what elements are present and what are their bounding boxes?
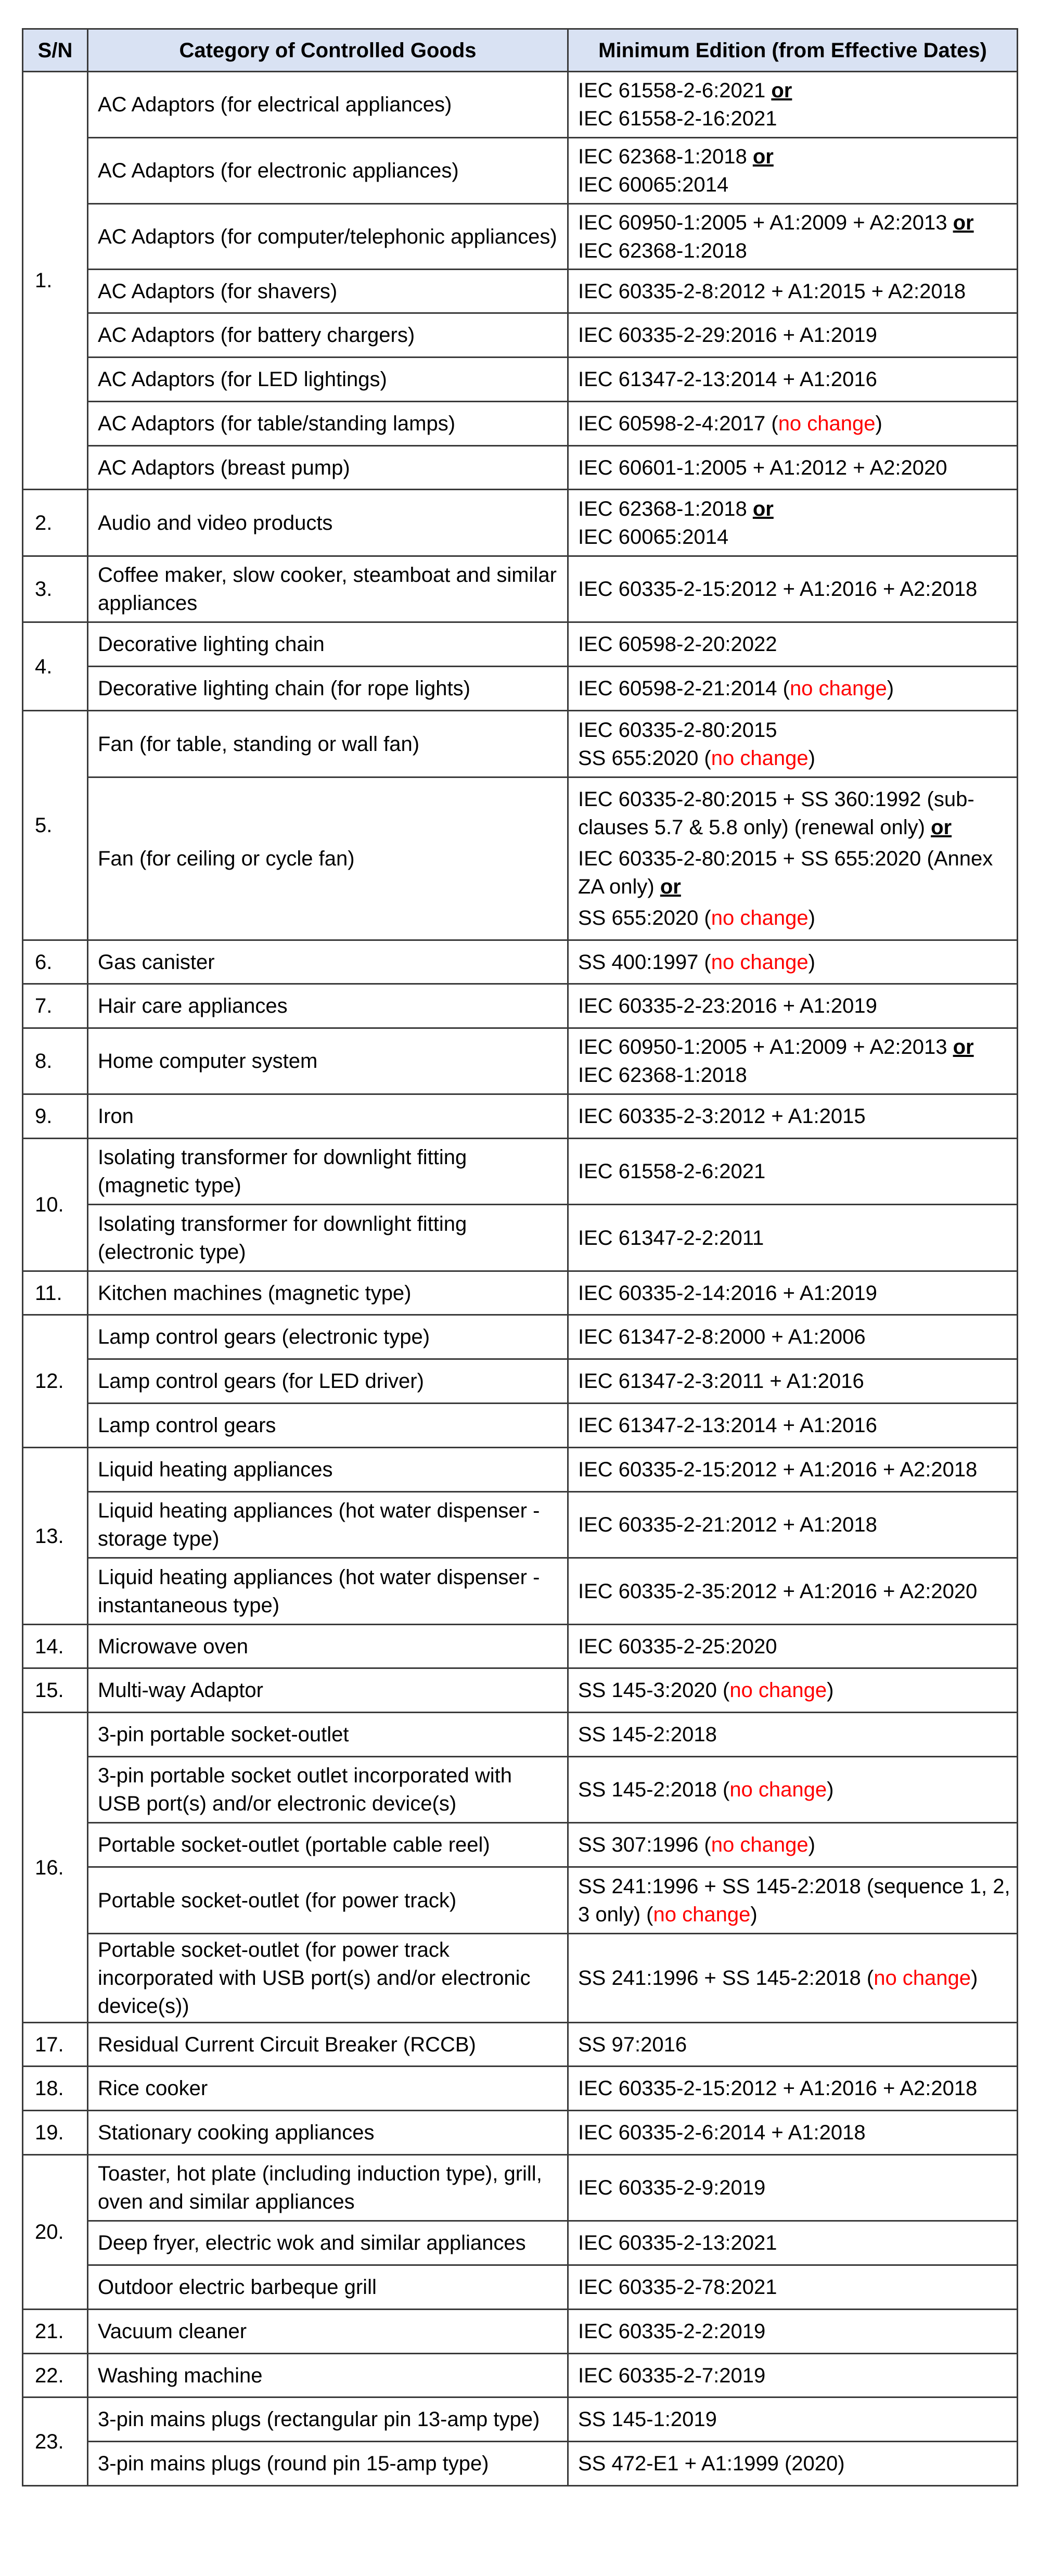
edition-text: SS 241:1996 + SS 145-2:2018 ( [578,1967,874,1990]
sn-cell: 6. [23,940,88,984]
minimum-edition-cell [568,358,1018,402]
edition-text: SS 655:2020 ( [578,746,711,770]
edition-line [578,1157,1011,1185]
document-page [22,28,1017,2486]
minimum-edition-cell [568,1315,1018,1359]
sn-cell: 2. [23,490,88,556]
edition-text: ) [827,1778,834,1801]
edition-text: IEC 62368-1:2018 [578,1064,747,1087]
edition-line [578,630,1011,658]
edition-line [578,674,1011,703]
sn-cell: 10. [23,1139,88,1271]
table-row [23,1448,1018,1492]
controlled-goods-table [22,28,1018,2486]
category-cell: Portable socket-outlet (for power track incorporated with USB port(s) and/or electronic device(s)) [88,1934,568,2023]
category-cell: Liquid heating appliances (hot water dispenser - storage type) [88,1492,568,1558]
no-change-note: no change [711,907,809,929]
edition-line [578,575,1011,603]
table-row [23,667,1018,711]
minimum-edition-cell [568,2111,1018,2155]
category-cell: Outdoor electric barbeque grill [88,2265,568,2310]
category-cell: Residual Current Circuit Breaker (RCCB) [88,2023,568,2067]
edition-text: IEC 62368-1:2018 [578,497,753,520]
edition-line [578,209,1011,237]
table-row [23,940,1018,984]
minimum-edition-cell [568,1625,1018,1668]
category-cell: AC Adaptors (for LED lightings) [88,358,568,402]
or-keyword: or [771,79,792,102]
edition-text: ) [827,1679,834,1702]
edition-text: IEC 60335-2-80:2015 + SS 360:1992 (sub-clauses 5.7 & 5.8 only) (renewal only) [578,788,974,839]
edition-text: IEC 62368-1:2018 [578,145,753,168]
sn-cell: 1. [23,72,88,490]
edition-line [578,1456,1011,1484]
edition-line [578,1033,1011,1061]
table-row [23,1713,1018,1757]
table-row [23,1139,1018,1205]
category-cell: 3-pin mains plugs (round pin 15-amp type) [88,2442,568,2486]
edition-line [578,1872,1011,1929]
edition-line [578,523,1011,551]
minimum-edition-cell [568,1448,1018,1492]
edition-line [578,1367,1011,1395]
no-change-note: no change [729,1778,827,1801]
table-row [23,1205,1018,1271]
category-cell: Gas canister [88,940,568,984]
edition-text: IEC 60335-2-78:2021 [578,2276,777,2299]
sn-cell: 15. [23,1668,88,1713]
edition-text: IEC 60601-1:2005 + A1:2012 + A2:2020 [578,456,947,479]
edition-text: IEC 60335-2-80:2015 + SS 655:2020 (Annex ZA only) [578,847,993,898]
minimum-edition-cell [568,1668,1018,1713]
no-change-note: no change [711,746,809,770]
table-row [23,446,1018,490]
minimum-edition-cell [568,1404,1018,1448]
edition-text: SS 145-1:2019 [578,2408,717,2431]
sn-cell: 19. [23,2111,88,2155]
table-row [23,402,1018,446]
edition-text: IEC 61347-2-13:2014 + A1:2016 [578,368,877,391]
category-cell: AC Adaptors (for computer/telephonic appliances) [88,204,568,270]
minimum-edition-cell [568,711,1018,777]
minimum-edition-cell [568,1934,1018,2023]
edition-text: ) [750,1903,758,1926]
category-cell: Fan (for table, standing or wall fan) [88,711,568,777]
minimum-edition-cell [568,622,1018,667]
edition-line [578,2273,1011,2301]
minimum-edition-cell [568,2442,1018,2486]
minimum-edition-cell [568,1823,1018,1867]
table-row [23,1757,1018,1823]
minimum-edition-cell [568,1713,1018,1757]
category-cell: Portable socket-outlet (portable cable reel) [88,1823,568,1867]
category-cell: Lamp control gears (electronic type) [88,1315,568,1359]
table-row [23,1404,1018,1448]
table-row [23,270,1018,313]
no-change-note: no change [729,1679,827,1702]
minimum-edition-cell [568,72,1018,138]
category-cell: Stationary cooking appliances [88,2111,568,2155]
table-row [23,2023,1018,2067]
edition-text: IEC 60598-2-21:2014 ( [578,677,790,700]
edition-text: IEC 60335-2-80:2015 [578,718,777,742]
sn-cell: 21. [23,2310,88,2354]
category-cell: 3-pin portable socket-outlet [88,1713,568,1757]
edition-line [578,237,1011,265]
table-row [23,711,1018,777]
minimum-edition-cell [568,984,1018,1028]
table-row [23,138,1018,204]
minimum-edition-cell [568,1139,1018,1205]
minimum-edition-cell [568,1558,1018,1625]
edition-text: IEC 61558-2-6:2021 [578,1160,766,1183]
minimum-edition-cell [568,1028,1018,1094]
category-cell: Multi-way Adaptor [88,1668,568,1713]
edition-line [578,105,1011,133]
category-cell: Decorative lighting chain [88,622,568,667]
edition-text: IEC 60335-2-21:2012 + A1:2018 [578,1513,877,1536]
edition-line [578,2317,1011,2345]
sn-cell: 14. [23,1625,88,1668]
category-cell: Deep fryer, electric wok and similar appliances [88,2221,568,2265]
edition-text: IEC 60335-2-14:2016 + A1:2019 [578,1281,877,1305]
edition-text: SS 97:2016 [578,2033,687,2056]
table-row [23,2155,1018,2221]
category-cell: 3-pin portable socket outlet incorporated with USB port(s) and/or electronic device(s) [88,1757,568,1823]
category-cell: AC Adaptors (for shavers) [88,270,568,313]
minimum-edition-cell [568,2023,1018,2067]
sn-cell: 7. [23,984,88,1028]
category-cell: Liquid heating appliances (hot water dispenser - instantaneous type) [88,1558,568,1625]
edition-text: IEC 60335-2-35:2012 + A1:2016 + A2:2020 [578,1579,978,1603]
table-row [23,1867,1018,1934]
or-keyword: or [660,875,681,898]
edition-line [578,2450,1011,2478]
edition-line [578,171,1011,199]
table-row [23,1668,1018,1713]
edition-line [578,1061,1011,1089]
sn-cell: 3. [23,556,88,622]
edition-text: ) [808,950,815,974]
sn-cell: 13. [23,1448,88,1625]
edition-text: ) [808,746,815,770]
minimum-edition-cell [568,940,1018,984]
edition-line [578,1776,1011,1804]
edition-text: IEC 60335-2-25:2020 [578,1635,777,1658]
table-row [23,1094,1018,1139]
category-cell: Toaster, hot plate (including induction type), grill, oven and similar appliances [88,2155,568,2221]
category-cell: Isolating transformer for downlight fitting (magnetic type) [88,1139,568,1205]
no-change-note: no change [789,677,887,700]
edition-line [578,1323,1011,1351]
edition-text: IEC 60065:2014 [578,525,729,549]
edition-line [578,495,1011,523]
edition-text: IEC 61347-2-3:2011 + A1:2016 [578,1370,864,1393]
edition-text: IEC 60335-2-6:2014 + A1:2018 [578,2121,866,2144]
category-cell: Audio and video products [88,490,568,556]
edition-text: SS 307:1996 ( [578,1833,711,1856]
category-cell: Vacuum cleaner [88,2310,568,2354]
category-cell: Microwave oven [88,1625,568,1668]
no-change-note: no change [653,1903,751,1926]
edition-line [578,1411,1011,1439]
category-cell: Rice cooker [88,2067,568,2111]
edition-line [578,904,1011,932]
minimum-edition-cell [568,2310,1018,2354]
sn-cell: 11. [23,1271,88,1315]
category-cell: Lamp control gears [88,1404,568,1448]
edition-line [578,1633,1011,1661]
category-cell: Washing machine [88,2354,568,2398]
or-keyword: or [931,816,952,839]
category-cell: Fan (for ceiling or cycle fan) [88,777,568,940]
table-row [23,556,1018,622]
edition-line [578,2229,1011,2257]
category-cell: Liquid heating appliances [88,1448,568,1492]
table-row [23,1271,1018,1315]
or-keyword: or [953,1036,974,1059]
edition-line [578,143,1011,171]
edition-line [578,845,1011,901]
edition-line [578,365,1011,393]
table-row [23,1315,1018,1359]
no-change-note: no change [711,1833,809,1856]
edition-line [578,1511,1011,1539]
minimum-edition-cell [568,2221,1018,2265]
table-row [23,72,1018,138]
edition-text: IEC 60335-2-13:2021 [578,2231,777,2254]
category-cell: Lamp control gears (for LED driver) [88,1359,568,1404]
edition-text: IEC 60335-2-23:2016 + A1:2019 [578,994,877,1017]
edition-text: ) [808,1833,815,1856]
minimum-edition-cell [568,138,1018,204]
edition-text: IEC 60950-1:2005 + A1:2009 + A2:2013 [578,1036,953,1059]
edition-line [578,1720,1011,1749]
table-row [23,2354,1018,2398]
minimum-edition-cell [568,2155,1018,2221]
edition-line [578,2405,1011,2433]
edition-line [578,1964,1011,1992]
edition-line [578,2031,1011,2059]
minimum-edition-cell [568,1867,1018,1934]
edition-text: IEC 60065:2014 [578,173,729,196]
edition-line [578,1224,1011,1252]
edition-text: IEC 62368-1:2018 [578,239,747,262]
edition-text: IEC 60598-2-4:2017 ( [578,412,778,435]
category-cell: Portable socket-outlet (for power track) [88,1867,568,1934]
minimum-edition-cell [568,313,1018,358]
table-row [23,1823,1018,1867]
edition-text: IEC 60335-2-2:2019 [578,2320,766,2343]
edition-line [578,2362,1011,2390]
edition-line [578,744,1011,772]
edition-text: IEC 60335-2-9:2019 [578,2176,766,2199]
minimum-edition-cell [568,204,1018,270]
edition-text: SS 655:2020 ( [578,907,711,929]
table-row [23,622,1018,667]
category-cell: AC Adaptors (for table/standing lamps) [88,402,568,446]
edition-line [578,2119,1011,2147]
table-row [23,2067,1018,2111]
category-cell: AC Adaptors (for electronic appliances) [88,138,568,204]
table-row [23,777,1018,940]
edition-line [578,321,1011,349]
sn-cell: 4. [23,622,88,711]
table-row [23,358,1018,402]
minimum-edition-cell [568,2067,1018,2111]
edition-text: SS 145-2:2018 ( [578,1778,730,1801]
sn-cell: 9. [23,1094,88,1139]
sn-cell: 5. [23,711,88,940]
category-cell: Coffee maker, slow cooker, steamboat and similar appliances [88,556,568,622]
edition-text: IEC 61558-2-6:2021 [578,79,772,102]
edition-line [578,410,1011,438]
edition-text: IEC 61558-2-16:2021 [578,107,777,130]
sn-cell: 23. [23,2398,88,2486]
edition-text: IEC 60335-2-8:2012 + A1:2015 + A2:2018 [578,279,966,303]
table-row [23,984,1018,1028]
table-body [23,72,1018,2486]
no-change-note: no change [711,950,809,974]
edition-line [578,277,1011,305]
edition-text: ) [808,907,815,929]
edition-text: IEC 60335-2-15:2012 + A1:2016 + A2:2018 [578,578,978,601]
minimum-edition-cell [568,402,1018,446]
edition-line [578,1577,1011,1605]
minimum-edition-cell [568,1492,1018,1558]
edition-line [578,2074,1011,2102]
minimum-edition-cell [568,667,1018,711]
edition-text: IEC 60950-1:2005 + A1:2009 + A2:2013 [578,211,953,234]
edition-text: IEC 60335-2-15:2012 + A1:2016 + A2:2018 [578,1458,978,1481]
edition-text: ) [875,412,882,435]
edition-line [578,716,1011,744]
table-row [23,1028,1018,1094]
edition-line [578,1279,1011,1307]
sn-cell: 20. [23,2155,88,2310]
table-header [23,29,1018,72]
category-cell: Home computer system [88,1028,568,1094]
edition-text: IEC 60335-2-15:2012 + A1:2016 + A2:2018 [578,2077,978,2100]
category-cell: AC Adaptors (for battery chargers) [88,313,568,358]
category-cell: 3-pin mains plugs (rectangular pin 13-amp type) [88,2398,568,2442]
minimum-edition-cell [568,2265,1018,2310]
edition-text: SS 145-3:2020 ( [578,1679,730,1702]
edition-line [578,1831,1011,1859]
edition-text: ) [887,677,894,700]
table-row [23,1359,1018,1404]
edition-line [578,1102,1011,1130]
minimum-edition-cell [568,490,1018,556]
minimum-edition-cell [568,270,1018,313]
category-cell: Isolating transformer for downlight fitting (electronic type) [88,1205,568,1271]
edition-text: IEC 60335-2-7:2019 [578,2364,766,2387]
header-row [23,29,1018,72]
edition-line [578,948,1011,976]
table-row [23,1492,1018,1558]
edition-text: SS 400:1997 ( [578,950,711,974]
edition-line [578,992,1011,1020]
minimum-edition-cell [568,1359,1018,1404]
or-keyword: or [752,497,774,520]
sn-cell: 22. [23,2354,88,2398]
minimum-edition-cell [568,1094,1018,1139]
edition-text: IEC 60335-2-3:2012 + A1:2015 [578,1105,866,1128]
header-minimum-edition: Minimum Edition (from Effective Dates) [568,29,1018,72]
table-row [23,490,1018,556]
minimum-edition-cell [568,1757,1018,1823]
table-row [23,313,1018,358]
edition-text: IEC 61347-2-8:2000 + A1:2006 [578,1325,866,1348]
or-keyword: or [752,145,774,168]
category-cell: AC Adaptors (breast pump) [88,446,568,490]
edition-line [578,454,1011,482]
category-cell: Decorative lighting chain (for rope lights) [88,667,568,711]
edition-line [578,2174,1011,2202]
table-row [23,2221,1018,2265]
category-cell: Iron [88,1094,568,1139]
minimum-edition-cell [568,556,1018,622]
edition-text: ) [971,1967,978,1990]
sn-cell: 12. [23,1315,88,1448]
table-row [23,2398,1018,2442]
table-row [23,204,1018,270]
table-row [23,2111,1018,2155]
header-sn: S/N [23,29,88,72]
edition-line [578,785,1011,841]
no-change-note: no change [778,412,876,435]
edition-text: IEC 61347-2-2:2011 [578,1226,764,1249]
edition-text: SS 241:1996 + SS 145-2:2018 (sequence 1, 2, 3 only) ( [578,1874,1010,1926]
no-change-note: no change [874,1967,971,1990]
table-row [23,1934,1018,2023]
minimum-edition-cell [568,1271,1018,1315]
edition-text: SS 472-E1 + A1:1999 (2020) [578,2452,845,2475]
minimum-edition-cell [568,2398,1018,2442]
sn-cell: 8. [23,1028,88,1094]
sn-cell: 17. [23,2023,88,2067]
edition-line [578,1676,1011,1704]
minimum-edition-cell [568,446,1018,490]
table-row [23,2310,1018,2354]
category-cell: Kitchen machines (magnetic type) [88,1271,568,1315]
header-category: Category of Controlled Goods [88,29,568,72]
or-keyword: or [953,211,974,234]
sn-cell: 18. [23,2067,88,2111]
category-cell: Hair care appliances [88,984,568,1028]
minimum-edition-cell [568,1205,1018,1271]
minimum-edition-cell [568,2354,1018,2398]
table-row [23,1625,1018,1668]
sn-cell: 16. [23,1713,88,2023]
edition-line [578,76,1011,105]
table-row [23,2265,1018,2310]
minimum-edition-cell [568,777,1018,940]
table-row [23,2442,1018,2486]
edition-text: IEC 60598-2-20:2022 [578,633,777,656]
edition-text: SS 145-2:2018 [578,1723,717,1746]
table-row [23,1558,1018,1625]
edition-text: IEC 61347-2-13:2014 + A1:2016 [578,1414,877,1437]
edition-text: IEC 60335-2-29:2016 + A1:2019 [578,324,877,347]
category-cell: AC Adaptors (for electrical appliances) [88,72,568,138]
